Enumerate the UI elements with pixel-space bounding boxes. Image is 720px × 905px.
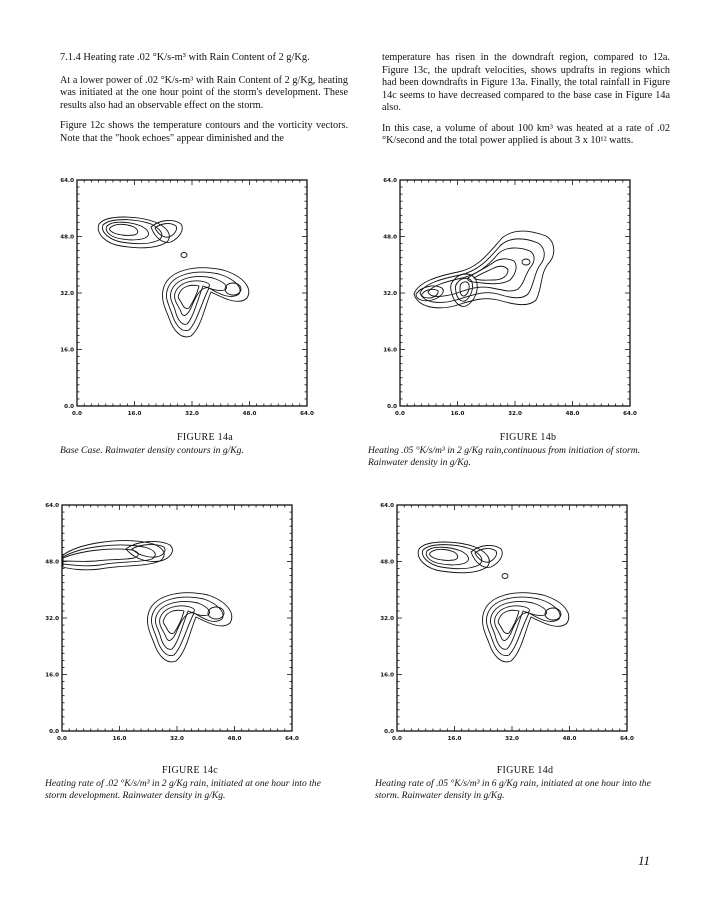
contour-line bbox=[474, 266, 508, 280]
y-tick-label: 32.0 bbox=[383, 291, 397, 297]
y-tick-label: 48.0 bbox=[380, 559, 394, 566]
figure-14b bbox=[368, 172, 678, 472]
contour-line bbox=[181, 253, 187, 258]
x-tick-label: 32.0 bbox=[505, 736, 519, 742]
figure-14d bbox=[375, 497, 675, 807]
plot-frame bbox=[77, 180, 307, 406]
y-tick-label: 0.0 bbox=[387, 404, 397, 410]
y-tick-label: 16.0 bbox=[383, 347, 397, 354]
right-text-column bbox=[382, 52, 670, 156]
rainwater-contours bbox=[98, 217, 249, 337]
y-tick-label: 64.0 bbox=[380, 503, 394, 509]
x-tick-label: 0.0 bbox=[57, 736, 67, 742]
contour-line bbox=[132, 545, 165, 558]
contour-line bbox=[486, 597, 560, 655]
contour-line bbox=[166, 272, 240, 330]
x-tick-label: 0.0 bbox=[392, 736, 402, 742]
contour-line bbox=[155, 224, 177, 238]
figure-title: FIGURE 14b bbox=[499, 432, 557, 443]
x-tick-label: 48.0 bbox=[562, 736, 577, 742]
y-tick-label: 0.0 bbox=[384, 729, 394, 735]
x-tick-label: 64.0 bbox=[285, 736, 299, 742]
x-tick-label: 0.0 bbox=[72, 411, 82, 417]
contour-plot-14b bbox=[378, 172, 678, 417]
contour-line bbox=[428, 248, 534, 296]
contour-line bbox=[162, 268, 248, 337]
contour-line bbox=[151, 597, 223, 655]
y-tick-label: 0.0 bbox=[64, 404, 74, 410]
contour-line bbox=[482, 593, 568, 662]
x-tick-label: 0.0 bbox=[395, 411, 405, 417]
rainwater-contours bbox=[63, 541, 232, 662]
y-tick-label: 32.0 bbox=[45, 616, 59, 622]
right-paragraph-1: temperature has risen in the downdraft region, compared to 12a. Figure 13c, the updraft velocities, shows updrafts in regions which had been downdrafts in Figure 13a. Finally, the total rainfall in Figure 14c seems to have decreased compared to the base case in Figure 14a also. bbox=[382, 52, 670, 113]
y-tick-label: 0.0 bbox=[49, 729, 59, 735]
figure-14c bbox=[40, 497, 340, 807]
contour-line bbox=[110, 224, 138, 235]
contour-line bbox=[208, 607, 224, 619]
contour-line bbox=[475, 549, 497, 563]
y-tick-label: 48.0 bbox=[383, 234, 397, 241]
y-tick-label: 64.0 bbox=[45, 503, 59, 509]
x-tick-label: 48.0 bbox=[227, 736, 242, 742]
y-tick-label: 16.0 bbox=[380, 672, 394, 679]
y-tick-label: 32.0 bbox=[380, 616, 394, 622]
x-tick-label: 48.0 bbox=[242, 411, 257, 417]
y-tick-label: 32.0 bbox=[60, 291, 74, 297]
x-tick-label: 64.0 bbox=[620, 736, 634, 742]
x-tick-label: 64.0 bbox=[623, 411, 637, 417]
contour-line bbox=[460, 282, 469, 296]
x-tick-label: 32.0 bbox=[170, 736, 184, 742]
contour-line bbox=[545, 608, 561, 620]
x-tick-label: 16.0 bbox=[112, 736, 127, 742]
y-tick-label: 64.0 bbox=[383, 178, 397, 184]
contour-line bbox=[490, 602, 546, 650]
plot-frame bbox=[400, 180, 630, 406]
rainwater-contours bbox=[414, 231, 554, 308]
left-paragraph-2: Figure 12c shows the temperature contours and the vorticity vectors. Note that the "hook echoes" appear diminished and the bbox=[60, 120, 348, 144]
x-tick-label: 64.0 bbox=[300, 411, 314, 417]
x-tick-label: 32.0 bbox=[508, 411, 522, 417]
y-tick-label: 16.0 bbox=[45, 672, 59, 679]
y-tick-label: 64.0 bbox=[60, 178, 74, 184]
figure-title: FIGURE 14c bbox=[161, 765, 219, 776]
x-tick-label: 16.0 bbox=[127, 411, 142, 417]
x-tick-label: 16.0 bbox=[450, 411, 465, 417]
contour-line bbox=[170, 277, 226, 325]
left-text-column bbox=[60, 52, 348, 153]
plot-frame bbox=[62, 505, 292, 731]
contour-plot-14c bbox=[40, 497, 340, 742]
contour-line bbox=[522, 259, 530, 265]
contour-line bbox=[502, 574, 508, 579]
right-paragraph-2: In this case, a volume of about 100 km³ was heated at a rate of .02 °K/second and the total power applied is about 3 x 10¹² watts. bbox=[382, 122, 670, 146]
rainwater-contours bbox=[418, 542, 569, 662]
contour-line bbox=[225, 283, 241, 295]
figure-14a bbox=[55, 172, 355, 462]
contour-line bbox=[147, 593, 231, 662]
figure-title: FIGURE 14d bbox=[496, 765, 554, 776]
figure-caption: Heating rate of .02 °K/s/m³ in 2 g/Kg rain, initiated at one hour into the storm development. Rainwater density in g/Kg. bbox=[45, 778, 321, 801]
y-tick-label: 48.0 bbox=[60, 234, 74, 241]
axis-ticks bbox=[45, 503, 299, 742]
y-tick-label: 16.0 bbox=[60, 347, 74, 354]
axis-ticks bbox=[380, 503, 634, 742]
x-tick-label: 16.0 bbox=[447, 736, 462, 742]
x-tick-label: 48.0 bbox=[565, 411, 580, 417]
contour-line bbox=[63, 549, 138, 561]
left-paragraph-1: At a lower power of .02 °K/s-m³ with Rain Content of 2 g/Kg, heating was initiated at the one hour point of the storm's development. These results also had an observable effect on the storm. bbox=[60, 74, 348, 111]
page-number: 11 bbox=[637, 853, 650, 868]
contour-line bbox=[430, 549, 458, 560]
figure-caption: Heating .05 °K/s/m³ in 2 g/Kg rain,continuous from initiation of storm. Rainwater density in g/Kg. bbox=[368, 445, 641, 468]
contour-plot-14d bbox=[375, 497, 675, 742]
section-heading: 7.1.4 Heating rate .02 °K/s-m³ with Rain Content of 2 g/Kg. bbox=[60, 52, 310, 63]
contour-line bbox=[420, 239, 544, 303]
figure-caption: Base Case. Rainwater density contours in g/Kg. bbox=[60, 445, 244, 456]
contour-plot-14a bbox=[55, 172, 355, 417]
y-tick-label: 48.0 bbox=[45, 559, 59, 566]
figure-caption: Heating rate of .05 °K/s/m³ in 6 g/Kg rain, initiated at one hour into the storm. Rainwater density in g/Kg. bbox=[375, 778, 651, 801]
contour-line bbox=[155, 602, 209, 650]
axis-ticks bbox=[60, 178, 314, 417]
plot-frame bbox=[397, 505, 627, 731]
x-tick-label: 32.0 bbox=[185, 411, 199, 417]
figure-title: FIGURE 14a bbox=[176, 432, 234, 443]
